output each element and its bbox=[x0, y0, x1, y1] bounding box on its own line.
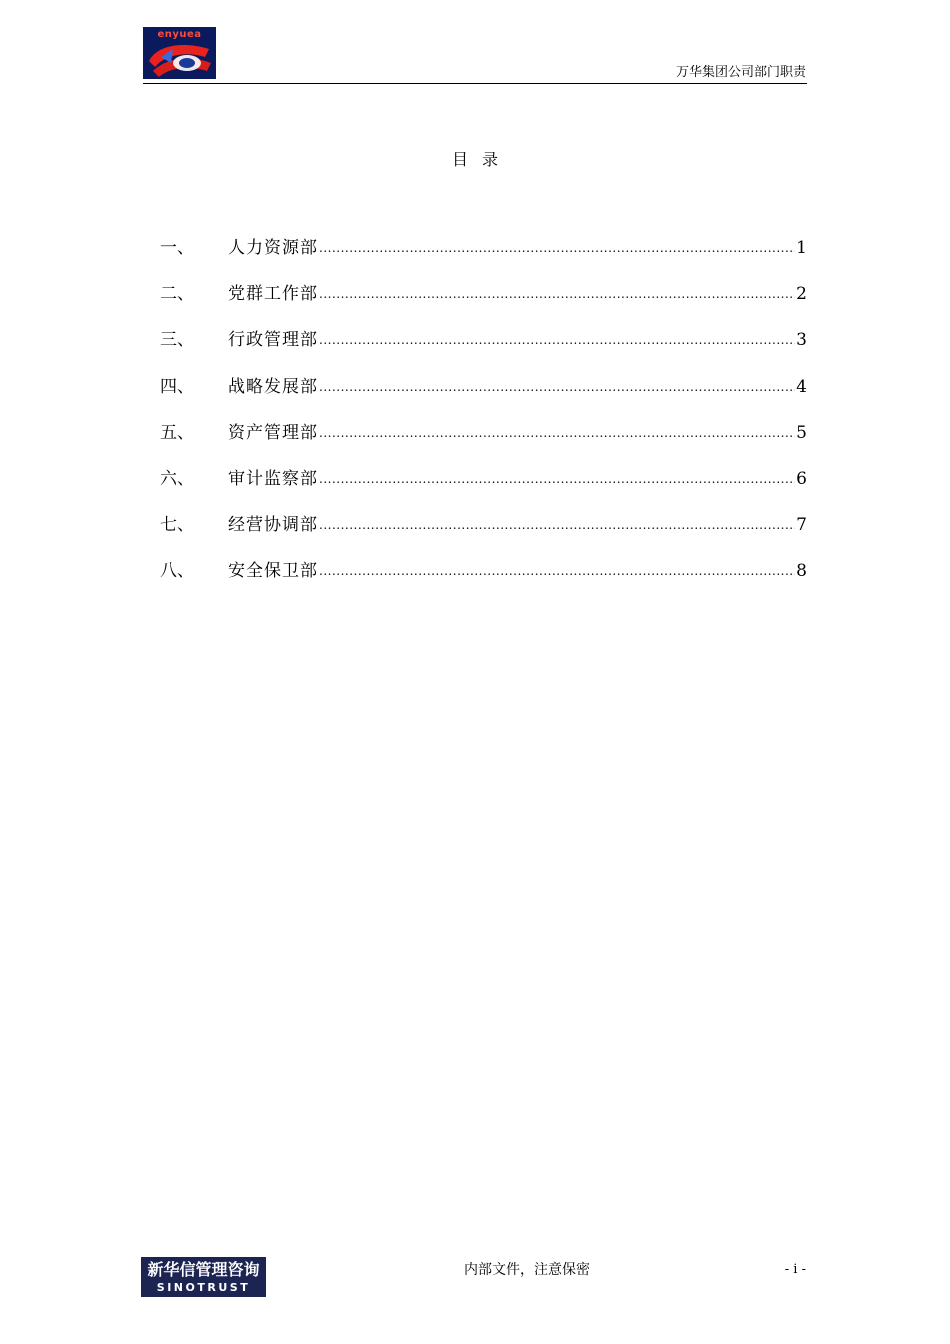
toc-entry-number: 四、 bbox=[160, 376, 194, 397]
toc-entry[interactable] bbox=[160, 282, 807, 328]
toc-entry-label: 党群工作部 bbox=[228, 284, 318, 305]
header-title: 万华集团公司部门职责 bbox=[675, 65, 806, 80]
toc-entry-number: 七、 bbox=[160, 515, 194, 536]
toc-entry-number: 二、 bbox=[160, 284, 194, 305]
toc-dot-leader bbox=[319, 328, 795, 352]
toc-entry-label: 审计监察部 bbox=[228, 468, 318, 489]
toc-entry[interactable] bbox=[160, 375, 807, 421]
toc-entry-page: 5 bbox=[796, 422, 807, 443]
company-logo-text: enyuea bbox=[157, 29, 202, 40]
confidential-note: 内部文件，注意保密 bbox=[464, 1262, 590, 1278]
logo-emblem-icon bbox=[143, 27, 216, 79]
toc-dot-leader bbox=[319, 421, 795, 445]
toc-entry-label: 人力资源部 bbox=[228, 238, 318, 258]
toc-dot-leader bbox=[319, 513, 795, 537]
sinotrust-logo-cn: 新华信管理咨询 bbox=[147, 1260, 260, 1279]
toc-dot-leader bbox=[319, 467, 795, 491]
toc-list bbox=[160, 236, 807, 606]
toc-entry-number: 八、 bbox=[160, 561, 194, 582]
sinotrust-logo-en: SINOTRUST bbox=[156, 1281, 251, 1294]
toc-dot-leader bbox=[319, 375, 795, 399]
sinotrust-logo bbox=[141, 1257, 266, 1297]
header-divider bbox=[143, 83, 807, 84]
toc-entry[interactable] bbox=[160, 421, 807, 467]
toc-entry[interactable] bbox=[160, 467, 807, 513]
toc-title: 目录 bbox=[451, 150, 512, 169]
toc-entry-number: 一、 bbox=[160, 238, 194, 258]
toc-entry-page: 8 bbox=[796, 561, 807, 582]
toc-entry-page: 7 bbox=[796, 515, 807, 536]
toc-entry-label: 资产管理部 bbox=[228, 422, 318, 443]
toc-entry-page: 6 bbox=[796, 468, 807, 489]
toc-entry-label: 战略发展部 bbox=[228, 376, 318, 397]
toc-entry[interactable] bbox=[160, 513, 807, 559]
toc-dot-leader bbox=[319, 236, 795, 260]
toc-entry-label: 行政管理部 bbox=[228, 330, 318, 351]
toc-entry[interactable] bbox=[160, 559, 807, 605]
toc-entry-number: 五、 bbox=[160, 422, 194, 443]
toc-entry[interactable] bbox=[160, 236, 807, 282]
toc-entry-page: 1 bbox=[796, 238, 807, 258]
toc-entry-page: 2 bbox=[796, 284, 807, 305]
toc-dot-leader bbox=[319, 282, 795, 306]
toc-dot-leader bbox=[319, 559, 795, 583]
toc-entry[interactable] bbox=[160, 328, 807, 374]
toc-entry-number: 三、 bbox=[160, 330, 194, 351]
toc-entry-label: 经营协调部 bbox=[228, 515, 318, 536]
toc-entry-number: 六、 bbox=[160, 468, 194, 489]
toc-entry-page: 3 bbox=[796, 330, 807, 351]
toc-entry-page: 4 bbox=[796, 376, 807, 397]
company-logo bbox=[143, 27, 216, 79]
page-number: - i - bbox=[784, 1262, 806, 1277]
toc-entry-label: 安全保卫部 bbox=[228, 561, 318, 582]
